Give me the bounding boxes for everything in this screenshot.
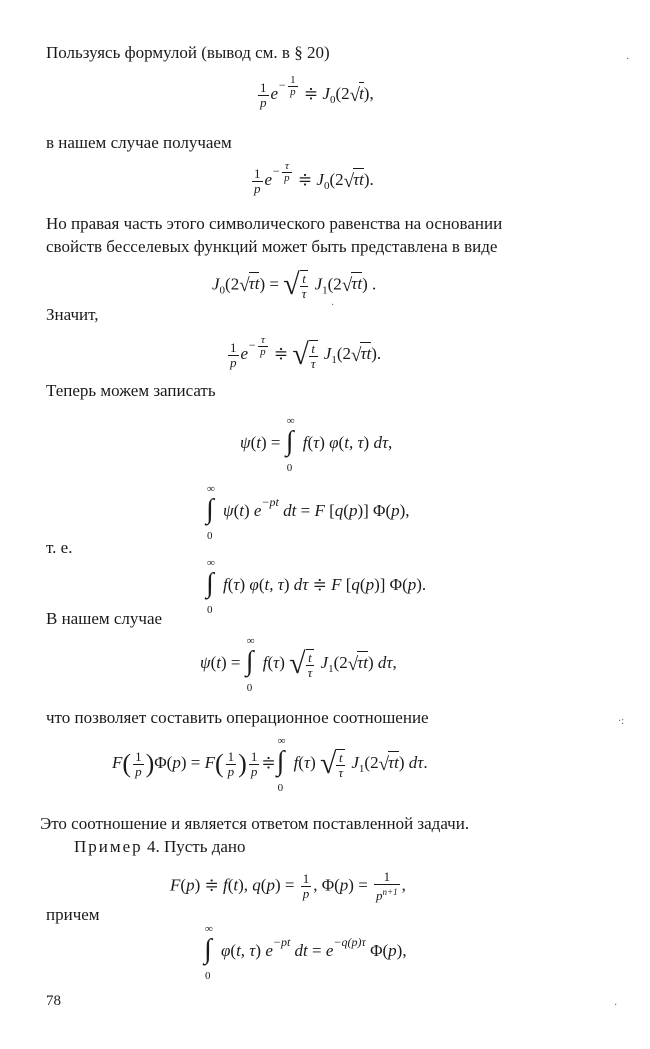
- formula-7: ∞ ∫ 0 f(τ) φ(t, τ) dτ ≑ F [q(p)] Φ(p).: [206, 557, 427, 616]
- example-label: Пример: [74, 837, 143, 856]
- formula-3: $J_0(2√\tau t)$ = √ $\frac{t}{\tau}$ $J_1(2√\tau t)$ .: [212, 268, 377, 302]
- formula-1: $\frac{1}{p}$ $e^{- \frac{1}{p}}$ ≑ $J_0(2√t)$,: [260, 73, 374, 110]
- text-line-12: причем: [46, 905, 100, 924]
- text-line-3: Но правая часть этого символического равенства на основании: [46, 214, 503, 233]
- text-line-1: Пользуясь формулой (вывод см. в § 20): [46, 43, 330, 62]
- text-line-10: Это соотношение и является ответом поставленной задачи.: [40, 814, 470, 833]
- text-line-11: [74, 836, 245, 858]
- speck: ·: [626, 54, 630, 65]
- formula-4: $\frac{1}{p}$ $e^{- \frac{\tau}{p}}$ ≑ √ $\frac{t}{\tau}$ $J_1(2√\tau t)$.: [230, 333, 382, 371]
- text-line-2: в нашем случае получаем: [46, 133, 232, 152]
- formula-10: F(p) ≑ f(t), q(p) = $\frac{1}{p}$ , Φ(p) = $\frac{1}{p^{n+1}}$ ,: [170, 869, 406, 903]
- formula-6: ∞ ∫ 0 ψ(t) $e^{-pt}$ dt = F [q(p)] Φ(p),: [206, 483, 410, 542]
- formula-9: F( $\frac{1}{p}$ )Φ(p) = F( $\frac{1}{p}$ ) $\frac{1}{p}$ ≑ ∞ ∫ 0 f(τ) √ $\frac{t}{\tau}$ $J_1(2√\tau t)$ dτ.: [112, 735, 428, 794]
- formula-2: $\frac{1}{p}$ $e^{- \frac{\tau}{p}}$ ≑ $J_0(2√\tau t)$.: [254, 159, 374, 196]
- text-line-7: т. е.: [46, 538, 73, 557]
- formula-11: ∞ ∫ 0 φ(t, τ) $e^{-pt}$ dt = $e^{-q(p)\tau}$ Φ(p),: [204, 923, 407, 982]
- text-line-5: Значит,: [46, 305, 99, 324]
- formula-8: ψ(t) = ∞ ∫ 0 f(τ) √ $\frac{t}{\tau}$ $J_1(2√\tau t)$ dτ,: [200, 635, 397, 694]
- example-text: 4. Пусть дано: [142, 837, 246, 856]
- speck: ·: [614, 1000, 618, 1011]
- page-number: 78: [46, 993, 61, 1009]
- speck: ·:: [618, 716, 625, 727]
- text-line-8: В нашем случае: [46, 609, 163, 628]
- text-line-4: свойств бесселевых функций может быть представлена в виде: [46, 237, 498, 256]
- text-line-6: Теперь можем записать: [46, 381, 216, 400]
- formula-5: ψ(t) = ∞ ∫ 0 f(τ) φ(t, τ) dτ,: [240, 415, 393, 474]
- text-line-9: что позволяет составить операционное соотношение: [46, 708, 429, 727]
- speck: ·: [331, 300, 335, 311]
